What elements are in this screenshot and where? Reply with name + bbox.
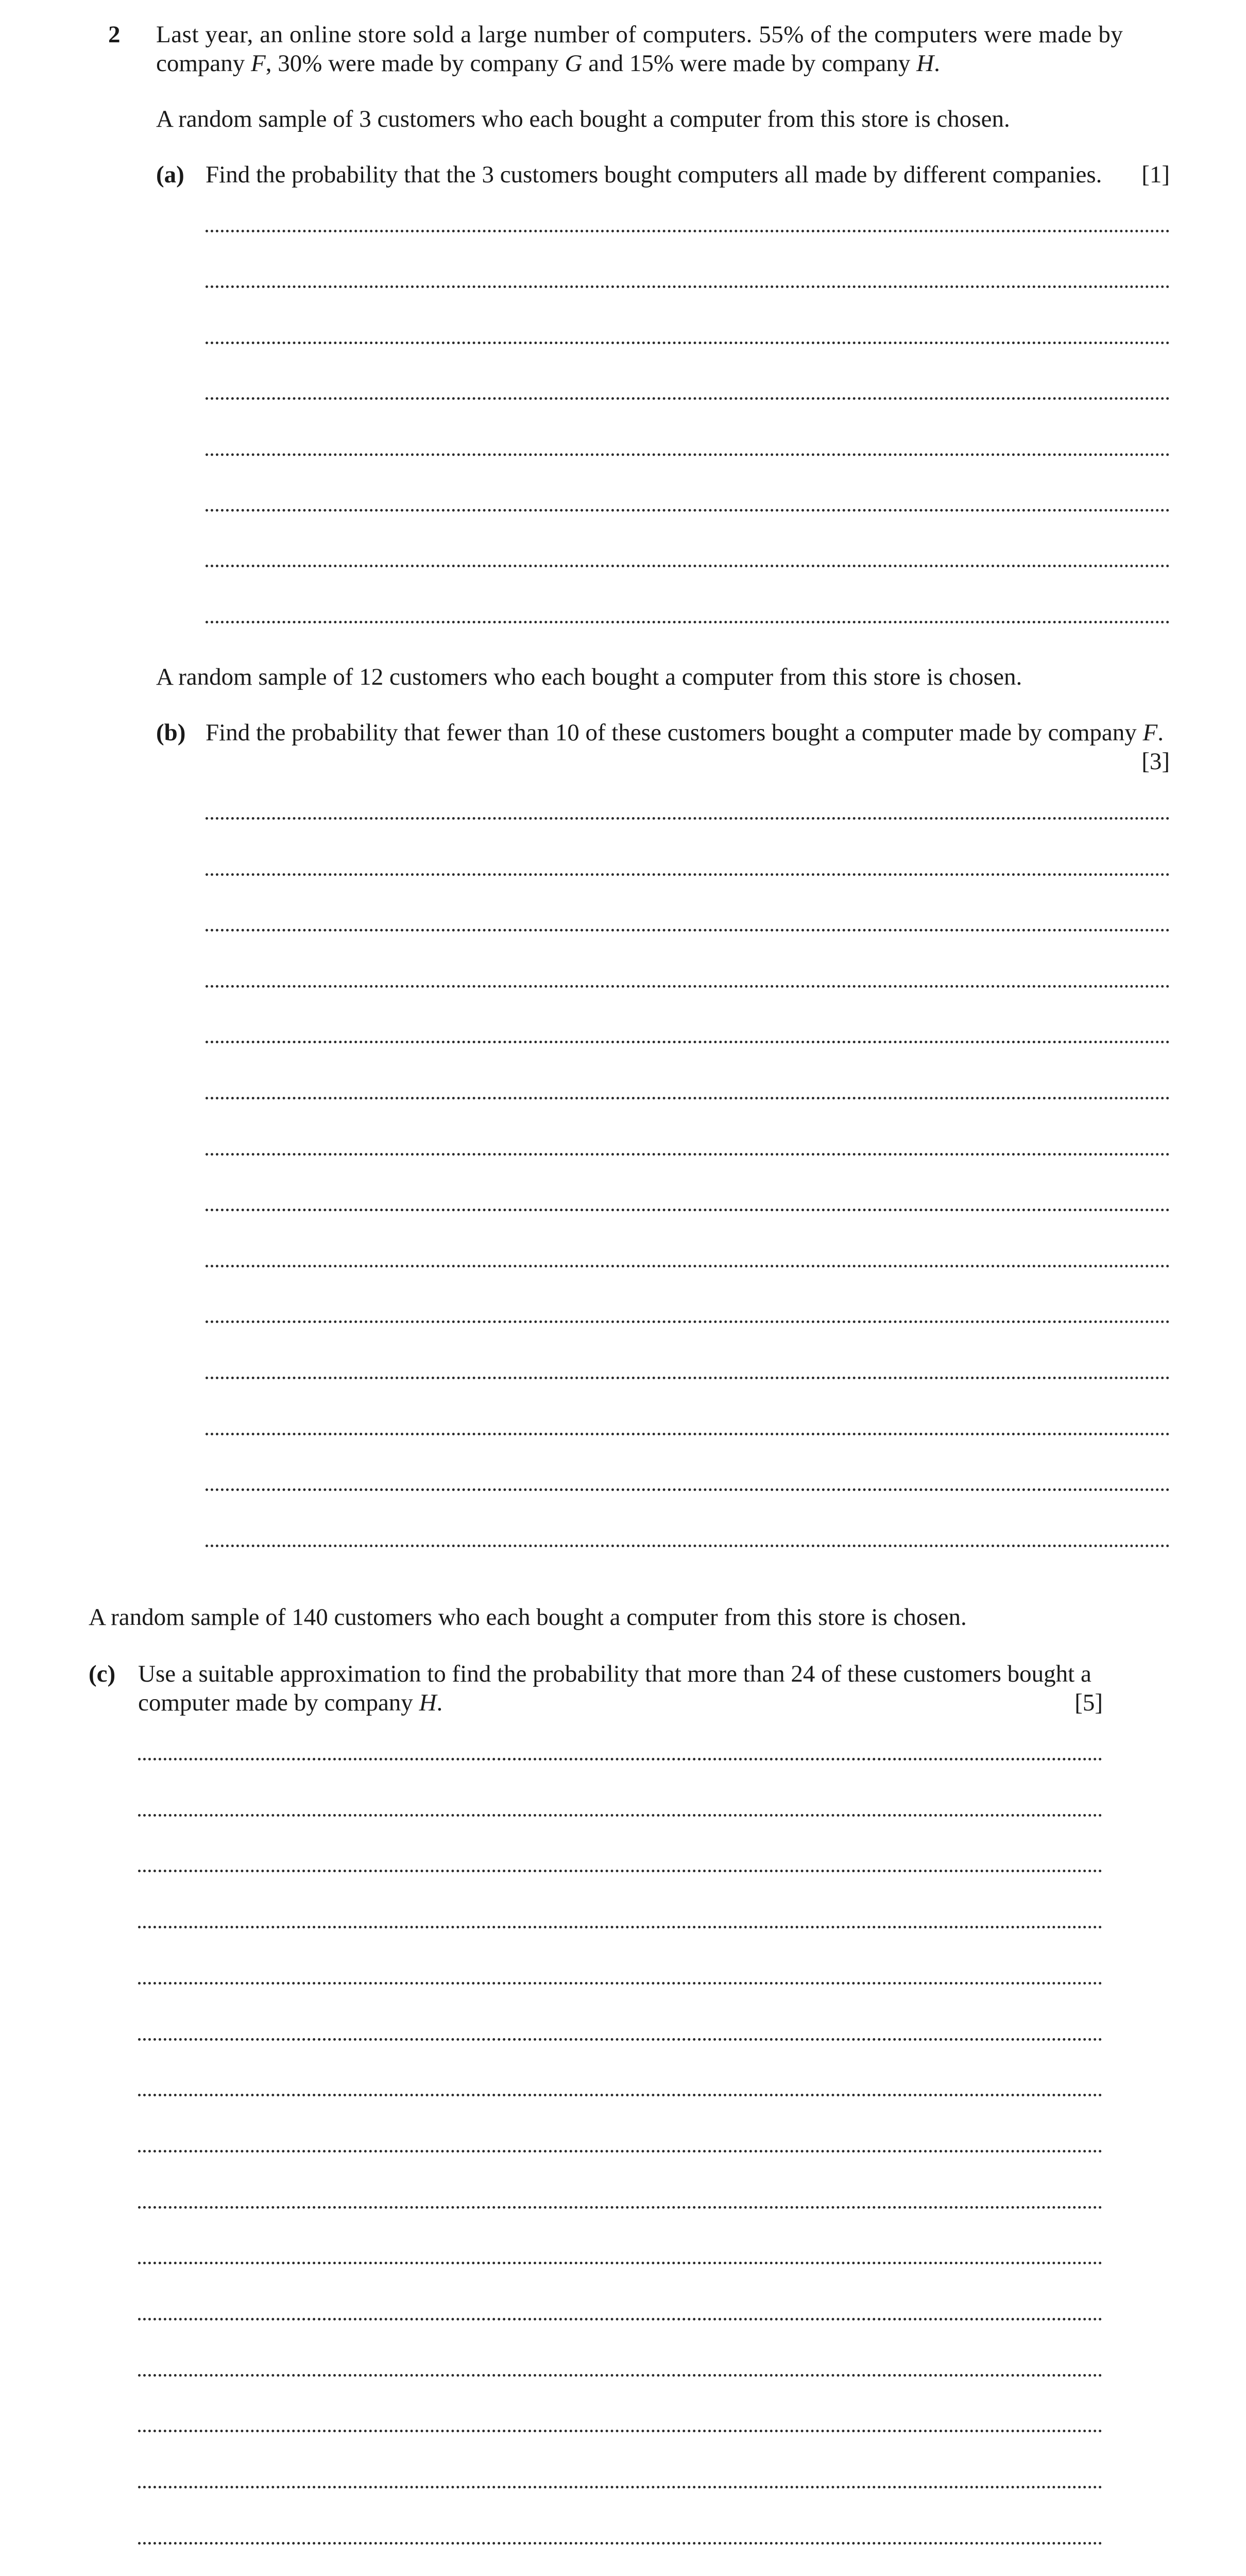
part-a-answer-line[interactable]: [206, 509, 1170, 512]
part-b-answer-line[interactable]: [206, 985, 1170, 988]
part-b-answer-line[interactable]: [206, 1377, 1170, 1379]
part-c-label: (c): [89, 1660, 116, 1687]
part-a-answer-line[interactable]: [206, 565, 1170, 567]
part-c-answer-line[interactable]: [138, 2374, 1102, 2377]
part-a-answer-line[interactable]: [206, 342, 1170, 344]
part-a-answer-line[interactable]: [206, 397, 1170, 400]
part-c-answer-line[interactable]: [138, 2206, 1102, 2209]
part-b-answer-line[interactable]: [206, 1320, 1170, 1323]
part-c-answer-line[interactable]: [138, 1926, 1102, 1928]
part-c-answer-line[interactable]: [138, 1758, 1102, 1760]
question-intro-line-2: company F, 30% were made by company G and 15% were made by company H.: [156, 50, 940, 77]
question-number: 2: [108, 21, 121, 48]
part-a-label: (a): [156, 161, 184, 188]
part-c-answer-line[interactable]: [138, 2094, 1102, 2096]
part-a-text: Find the probability that the 3 customers bought computers all made by different companies.: [206, 161, 1102, 188]
part-b-answer-line[interactable]: [206, 1041, 1170, 1043]
part-a-marks: [1]: [1141, 161, 1170, 188]
part-c-marks: [5]: [1074, 1689, 1103, 1716]
part-b-answer-line[interactable]: [206, 1265, 1170, 1267]
part-b-label: (b): [156, 719, 186, 746]
sample-statement-b: A random sample of 12 customers who each bought a computer from this store is chosen.: [156, 664, 1022, 690]
part-c-answer-line[interactable]: [138, 2262, 1102, 2264]
part-b-marks: [3]: [1141, 748, 1170, 775]
part-b-answer-line[interactable]: [206, 1097, 1170, 1099]
question-intro-line-1: Last year, an online store sold a large number of computers. 55% of the computers were made by: [156, 21, 1123, 48]
part-a-answer-line[interactable]: [206, 621, 1170, 623]
part-b-answer-line[interactable]: [206, 873, 1170, 876]
part-c-answer-line[interactable]: [138, 1814, 1102, 1817]
part-c-answer-line[interactable]: [138, 1982, 1102, 1985]
part-b-answer-line[interactable]: [206, 1433, 1170, 1435]
part-b-answer-line[interactable]: [206, 1209, 1170, 1211]
part-b-answer-line[interactable]: [206, 929, 1170, 931]
part-c-answer-line[interactable]: [138, 2150, 1102, 2153]
part-a-answer-line[interactable]: [206, 285, 1170, 288]
part-c-answer-line[interactable]: [138, 2038, 1102, 2041]
sample-statement-a: A random sample of 3 customers who each bought a computer from this store is chosen.: [156, 106, 1010, 132]
part-c-text-line-1: Use a suitable approximation to find the probability that more than 24 of these customers bought a: [138, 1660, 1091, 1687]
part-b-answer-line[interactable]: [206, 1488, 1170, 1491]
part-c-answer-line[interactable]: [138, 2318, 1102, 2320]
part-a-answer-line[interactable]: [206, 453, 1170, 456]
part-c-answer-line[interactable]: [138, 2430, 1102, 2432]
sample-statement-c: A random sample of 140 customers who each bought a computer from this store is chosen.: [89, 1604, 967, 1631]
part-a-answer-line[interactable]: [206, 230, 1170, 232]
part-c-answer-line[interactable]: [138, 1870, 1102, 1872]
part-c-text-line-2: computer made by company H.: [138, 1689, 443, 1716]
part-b-answer-line[interactable]: [206, 1545, 1170, 1547]
part-b-answer-line[interactable]: [206, 1153, 1170, 1156]
part-b-text: Find the probability that fewer than 10 of these customers bought a computer made by company F.: [206, 719, 1164, 746]
part-c-answer-line[interactable]: [138, 2486, 1102, 2488]
part-c-answer-line[interactable]: [138, 2542, 1102, 2545]
part-b-answer-line[interactable]: [206, 817, 1170, 820]
